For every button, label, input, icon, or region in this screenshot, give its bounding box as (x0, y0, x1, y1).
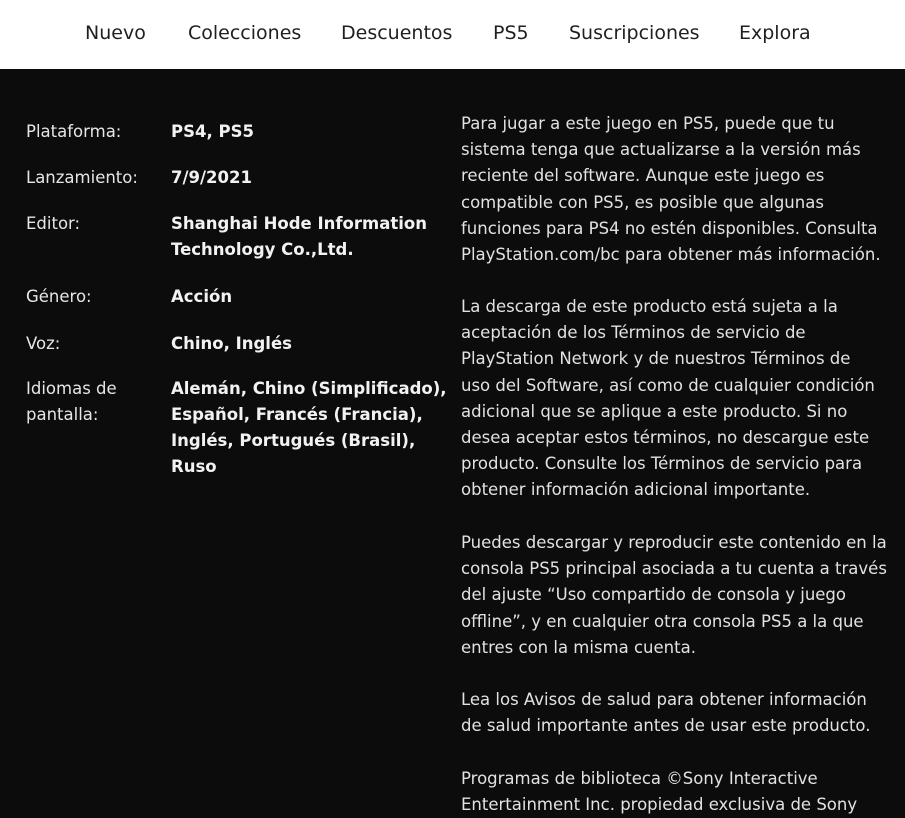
nav-item-explora[interactable]: Explora (739, 22, 811, 44)
legal-description-terms (461, 294, 889, 504)
release-label: Lanzamiento: (26, 168, 138, 187)
description-paragraph-terms: La descarga de este producto está sujeta a la aceptación de los Términos de servicio de PlayStation Network y de nuestros Términos de uso del Software, así como de cualquier condición adicional que se aplique a este producto. Si no desea aceptar estos términos, no descargue este producto. Consulte los Términos de servicio para obtener información adicional importante. (461, 297, 875, 500)
description-paragraph-health: Lea los Avisos de salud para obtener información de salud importante antes de usar este producto. (461, 690, 871, 736)
screen-languages-value: Alemán, Chino (Simplificado), Español, Francés (Francia), Inglés, Portugués (Brasil), Ruso (171, 379, 447, 476)
nav-item-ps5[interactable]: PS5 (493, 22, 529, 44)
nav-item-suscripciones[interactable]: Suscripciones (569, 22, 700, 44)
voice-value: Chino, Inglés (171, 334, 292, 353)
publisher-label: Editor: (26, 214, 81, 233)
nav-item-descuentos[interactable]: Descuentos (341, 22, 453, 44)
release-value: 7/9/2021 (171, 168, 252, 187)
platform-label: Plataforma: (26, 122, 122, 141)
description-paragraph-library: Programas de biblioteca ©Sony Interactive Entertainment Inc. propiedad exclusiva de Sony (461, 769, 858, 815)
game-info-section (0, 69, 905, 815)
nav-item-nuevo[interactable]: Nuevo (85, 22, 146, 44)
nav-item-colecciones[interactable]: Colecciones (188, 22, 302, 44)
legal-description-console-share (461, 530, 889, 661)
legal-description (461, 111, 889, 268)
voice-label: Voz: (26, 334, 61, 353)
screen-languages-label: Idiomas de pantalla: (26, 379, 117, 424)
publisher-value: Shanghai Hode Information Technology Co.,Ltd. (171, 214, 427, 259)
platform-value: PS4, PS5 (171, 122, 254, 141)
description-paragraph-ps5-compat: Para jugar a este juego en PS5, puede que tu sistema tenga que actualizarse a la versión más reciente del software. Aunque este juego es compatible con PS5, es posible que algunas funciones para PS4 no estén disponibles. Consulta PlayStation.com/bc para obtener más información. (461, 114, 881, 265)
description-paragraph-console-share: Puedes descargar y reproducir este contenido en la consola PS5 principal asociada a tu cuenta a través del ajuste “Uso compartido de consola y juego offline”, y en cualquier otra consola PS5 a la que entres con la misma cuenta. (461, 533, 887, 657)
genre-label: Género: (26, 287, 92, 306)
legal-description-library (461, 766, 889, 818)
top-navigation-bar (0, 0, 905, 69)
genre-value: Acción (171, 287, 233, 306)
legal-description-health (461, 687, 889, 739)
